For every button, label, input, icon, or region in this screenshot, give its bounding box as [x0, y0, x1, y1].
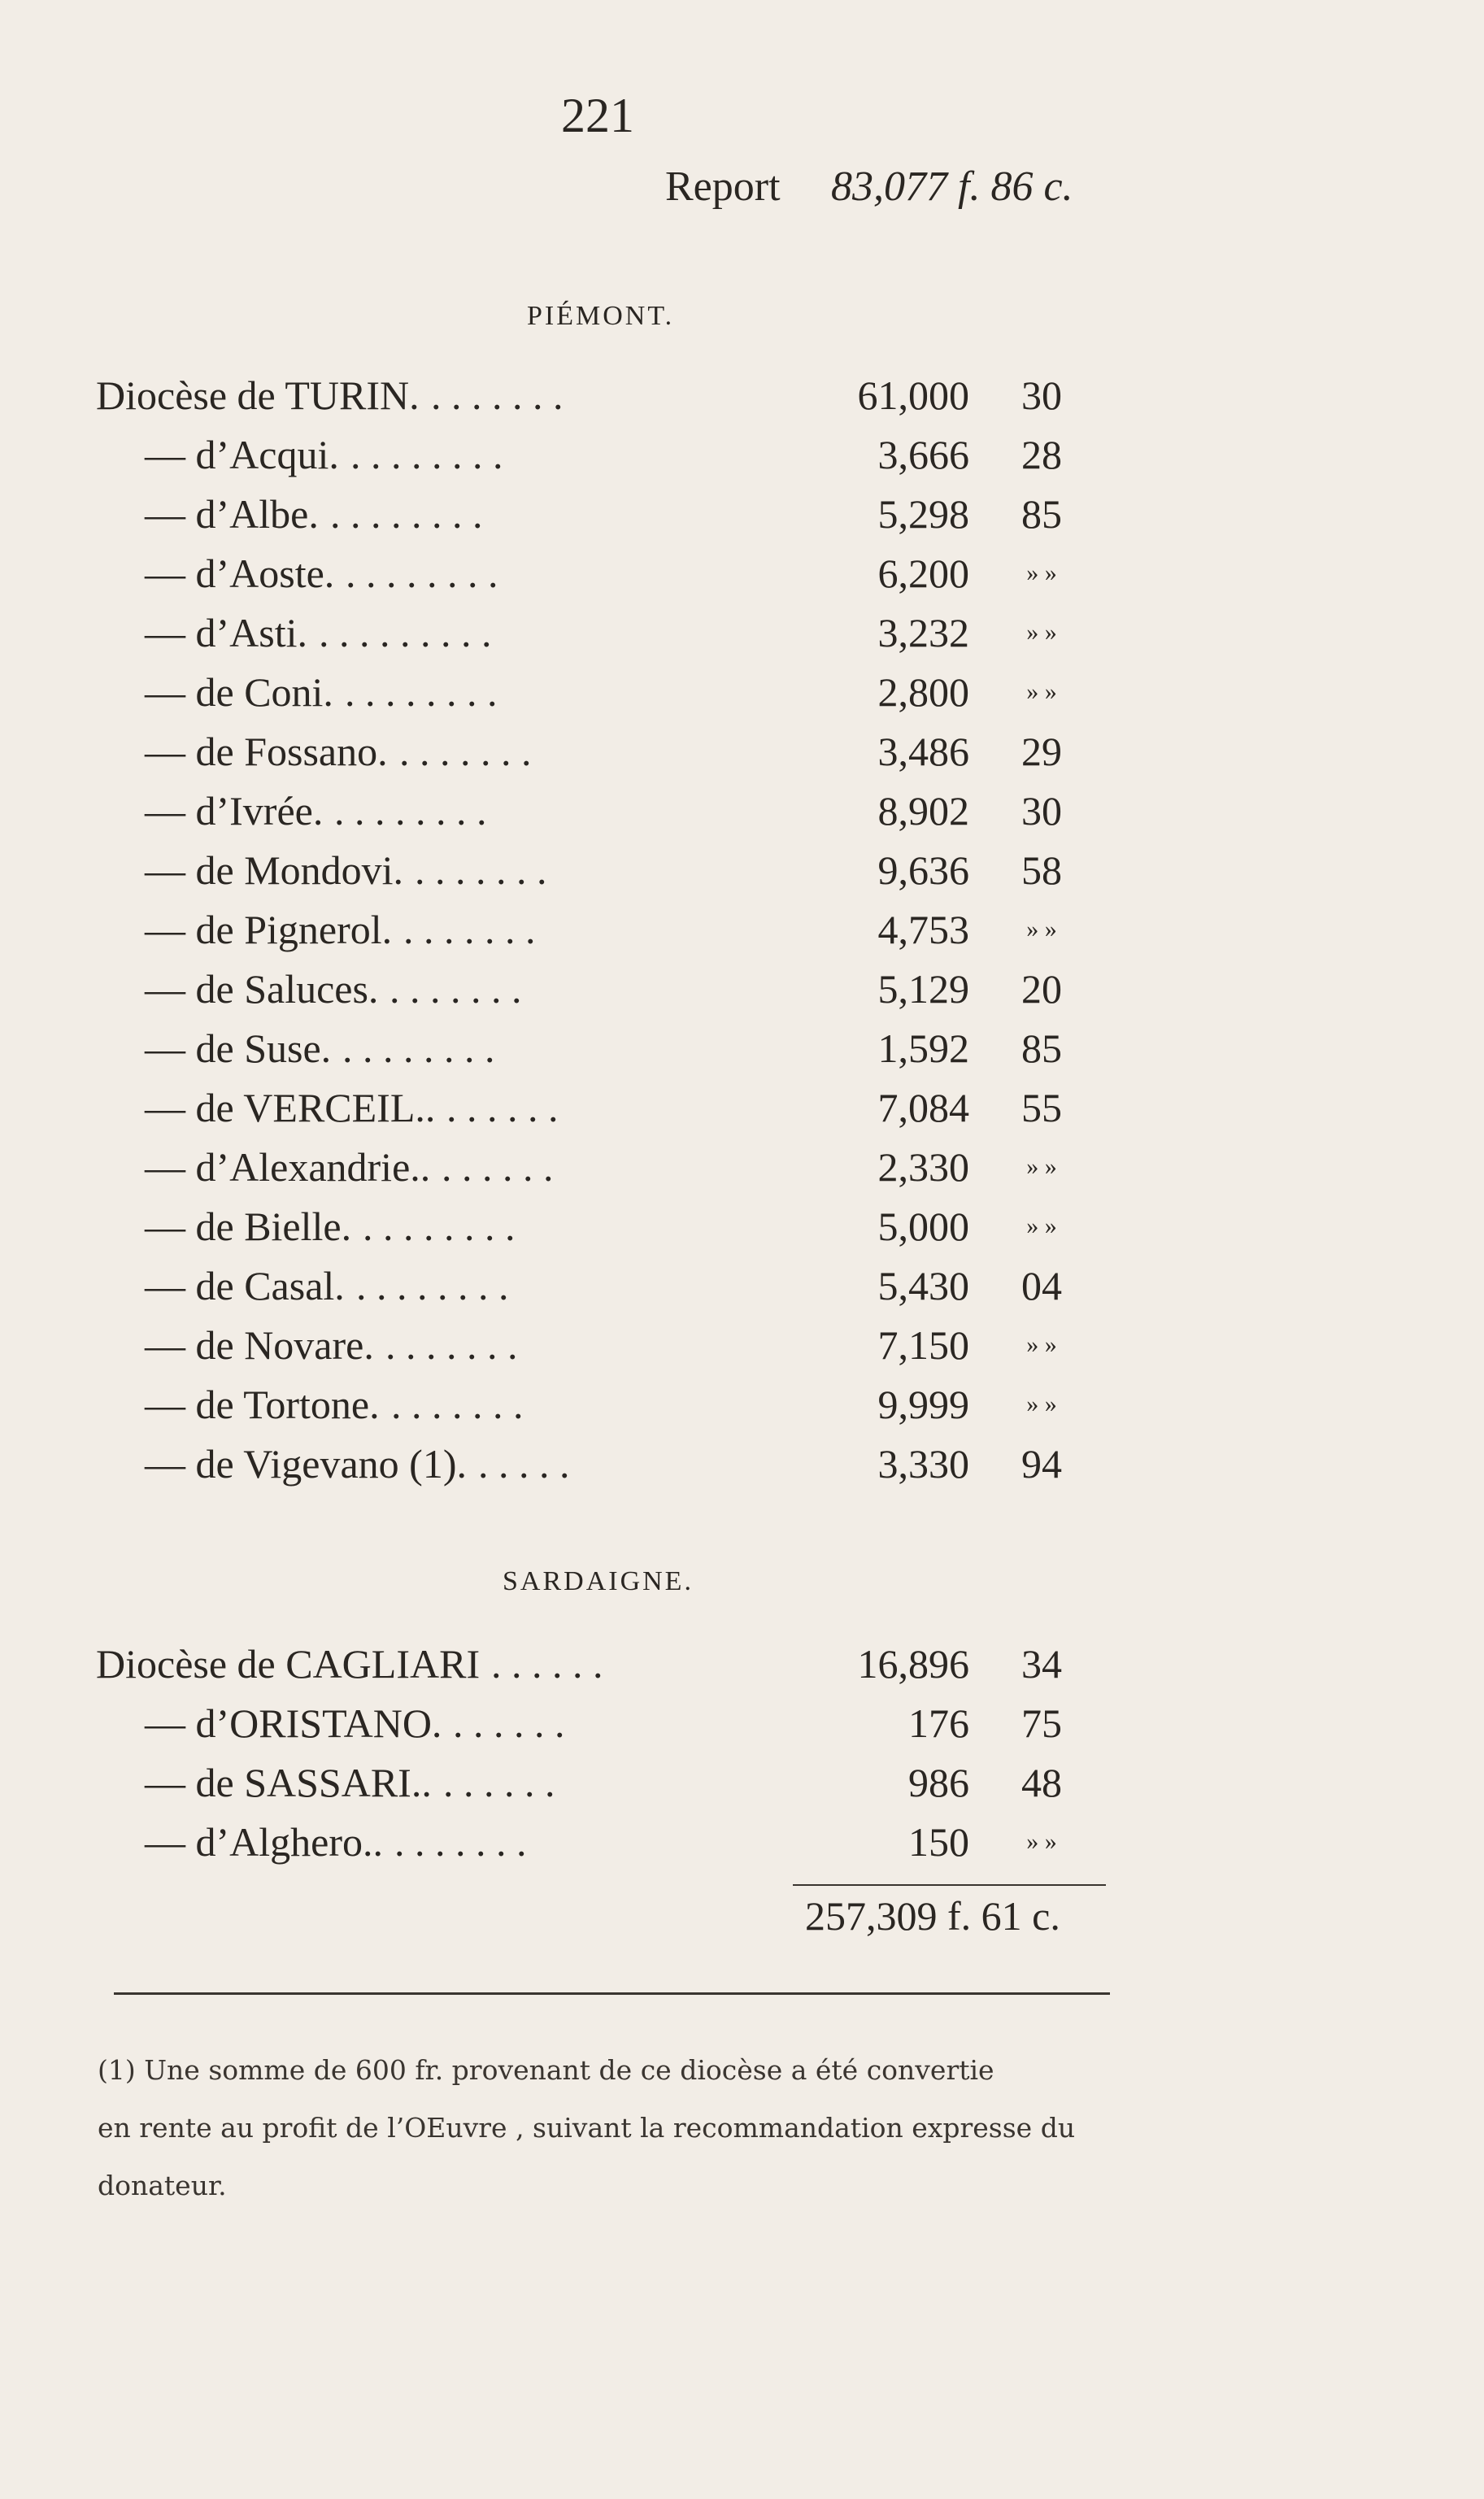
amount-centimes: 30: [1021, 372, 1062, 418]
amount-centimes: 85: [1021, 491, 1062, 537]
amount-francs: 5,129: [877, 966, 969, 1012]
amount-centimes: 75: [1021, 1700, 1062, 1746]
amount-francs: 3,330: [877, 1441, 969, 1487]
amount-francs: 3,232: [877, 610, 969, 655]
amount-centimes: » »: [1026, 1212, 1057, 1239]
table-row: [0, 1813, 1484, 1871]
amount-francs: 61,000: [857, 372, 969, 418]
amount-centimes: 58: [1021, 847, 1062, 893]
table-row: [0, 1435, 1484, 1493]
amount-francs: 9,999: [877, 1382, 969, 1427]
diocese-name: — de Coni.: [145, 669, 333, 715]
leader-dots: . . . . . . .: [391, 1382, 524, 1427]
report-label: Report: [665, 163, 781, 210]
grand-total: 257,309 f. 61 c.: [805, 1893, 1060, 1939]
table-row: [0, 366, 1484, 424]
amount-francs: 3,666: [877, 432, 969, 477]
diocese-name: — de VERCEIL..: [145, 1085, 436, 1130]
leader-dots: . . . . .: [478, 1441, 570, 1487]
diocese-name: — de Novare.: [145, 1322, 374, 1368]
diocese-name: Diocèse de TURIN.: [96, 372, 420, 418]
table-row: [0, 1138, 1484, 1196]
table-row: [0, 603, 1484, 662]
amount-centimes: 85: [1021, 1025, 1062, 1071]
table-row: [0, 1197, 1484, 1256]
leader-dots: . . . . . . . .: [346, 551, 498, 596]
amount-francs: 3,486: [877, 729, 969, 774]
amount-francs: 8,902: [877, 788, 969, 834]
table-row: [0, 1635, 1484, 1693]
leader-dots: . . . . . .: [442, 1144, 554, 1190]
amount-centimes: » »: [1026, 1153, 1057, 1180]
diocese-name: — de Bielle.: [145, 1204, 352, 1249]
amount-francs: 176: [908, 1700, 969, 1746]
diocese-name: — de Fossano.: [145, 729, 388, 774]
table-row: [0, 1316, 1484, 1374]
diocese-name: — de Mondovi.: [145, 847, 404, 893]
table-row: [0, 722, 1484, 781]
amount-francs: 5,298: [877, 491, 969, 537]
table-row: [0, 663, 1484, 721]
table-row: [0, 485, 1484, 543]
diocese-name: — d’Acqui.: [145, 432, 339, 477]
leader-dots: . . . . . . .: [415, 847, 547, 893]
table-row: [0, 960, 1484, 1018]
amount-francs: 2,330: [877, 1144, 969, 1190]
amount-francs: 1,592: [877, 1025, 969, 1071]
page-number: 221: [561, 89, 634, 142]
table-row: [0, 1375, 1484, 1434]
amount-centimes: 29: [1021, 729, 1062, 774]
amount-francs: 4,753: [877, 907, 969, 952]
report-amount: 83,077 f. 86 c.: [831, 163, 1073, 210]
diocese-name: — d’Albe.: [145, 491, 319, 537]
footnote-line-3: donateur.: [98, 2170, 227, 2201]
leader-dots: . . . . . .: [443, 1760, 555, 1805]
table-row: [0, 1078, 1484, 1137]
leader-dots: . . . . . . . . .: [319, 610, 492, 655]
amount-centimes: 30: [1021, 788, 1062, 834]
amount-centimes: » »: [1026, 559, 1057, 586]
amount-centimes: 34: [1021, 1641, 1062, 1687]
leader-dots: . . . . . . . .: [334, 788, 487, 834]
diocese-name: — de Casal.: [145, 1263, 345, 1308]
table-row: [0, 1019, 1484, 1078]
leader-dots: . . . . . . .: [399, 729, 532, 774]
table-row: [0, 900, 1484, 959]
amount-centimes: 48: [1021, 1760, 1062, 1805]
leader-dots: . . . . . . . .: [356, 1263, 509, 1308]
diocese-name: — de Tortone.: [145, 1382, 380, 1427]
diocese-name: — d’ORISTANO.: [145, 1700, 442, 1746]
diocese-name: Diocèse de CAGLIARI: [96, 1641, 481, 1687]
amount-centimes: » »: [1026, 619, 1057, 646]
amount-centimes: » »: [1026, 1391, 1057, 1417]
amount-francs: 6,200: [877, 551, 969, 596]
amount-centimes: » »: [1026, 1331, 1057, 1358]
footnote-rule: [114, 1992, 1110, 1995]
amount-francs: 7,150: [877, 1322, 969, 1368]
table-row: [0, 544, 1484, 603]
amount-francs: 5,000: [877, 1204, 969, 1249]
table-row: [0, 1694, 1484, 1752]
leader-dots: . . . . . . .: [431, 372, 564, 418]
amount-francs: 986: [908, 1760, 969, 1805]
amount-centimes: 55: [1021, 1085, 1062, 1130]
diocese-name: — de Saluces.: [145, 966, 379, 1012]
leader-dots: . . . . . . . .: [342, 1025, 495, 1071]
leader-dots: . . . . . . . .: [330, 491, 483, 537]
amount-centimes: » »: [1026, 916, 1057, 943]
leader-dots: . . . . . .: [446, 1085, 559, 1130]
footnote-line-2: en rente au profit de l’OEuvre , suivant la recommandation expresse du: [98, 2112, 1076, 2144]
diocese-name: — d’Aoste.: [145, 551, 335, 596]
diocese-name: — de Suse.: [145, 1025, 332, 1071]
amount-centimes: 94: [1021, 1441, 1062, 1487]
diocese-name: — d’Alghero..: [145, 1819, 383, 1865]
table-row: [0, 841, 1484, 899]
leader-dots: . . . . . .: [491, 1641, 603, 1687]
diocese-name: — d’Alexandrie..: [145, 1144, 431, 1190]
amount-centimes: 20: [1021, 966, 1062, 1012]
amount-centimes: » »: [1026, 1828, 1057, 1855]
leader-dots: . . . . . .: [453, 1700, 565, 1746]
leader-dots: . . . . . . .: [389, 966, 522, 1012]
amount-centimes: » »: [1026, 678, 1057, 705]
leader-dots: . . . . . . .: [403, 907, 536, 952]
amount-centimes: 04: [1021, 1263, 1062, 1308]
diocese-name: — de Vigevano (1).: [145, 1441, 467, 1487]
amount-francs: 5,430: [877, 1263, 969, 1308]
leader-dots: . . . . . . . .: [363, 1204, 516, 1249]
amount-francs: 150: [908, 1819, 969, 1865]
section-title-sardaigne: SARDAIGNE.: [503, 1566, 694, 1596]
footnote-line-1: (1) Une somme de 600 fr. provenant de ce diocèse a été convertie: [98, 2054, 994, 2086]
diocese-name: — d’Asti.: [145, 610, 307, 655]
amount-francs: 2,800: [877, 669, 969, 715]
leader-dots: . . . . . . . .: [345, 669, 498, 715]
amount-francs: 7,084: [877, 1085, 969, 1130]
table-row: [0, 1753, 1484, 1812]
diocese-name: — de SASSARI..: [145, 1760, 432, 1805]
amount-francs: 9,636: [877, 847, 969, 893]
section-title-piemont: PIÉMONT.: [527, 301, 675, 331]
diocese-name: — d’Ivrée.: [145, 788, 324, 834]
total-rule: [793, 1884, 1106, 1886]
table-row: [0, 1256, 1484, 1315]
amount-centimes: 28: [1021, 432, 1062, 477]
diocese-name: — de Pignerol.: [145, 907, 393, 952]
leader-dots: . . . . . . . .: [350, 432, 503, 477]
table-row: [0, 425, 1484, 484]
amount-francs: 16,896: [857, 1641, 969, 1687]
leader-dots: . . . . . . .: [394, 1819, 527, 1865]
table-row: [0, 781, 1484, 840]
leader-dots: . . . . . . .: [385, 1322, 518, 1368]
